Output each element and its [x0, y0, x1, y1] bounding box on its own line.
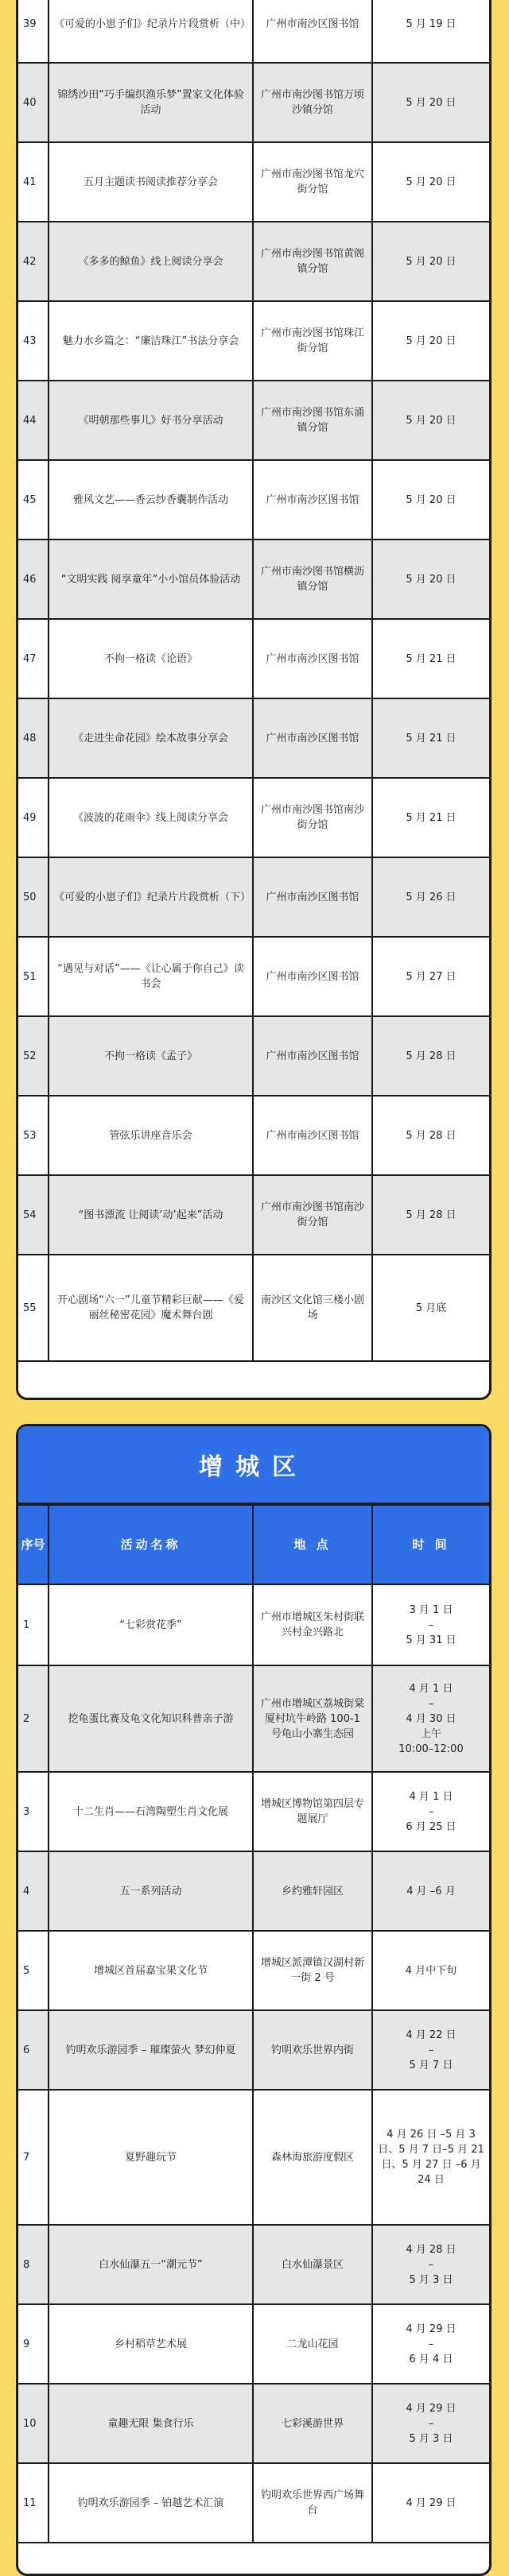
- zengcheng-events-table: [18, 1504, 489, 2543]
- event-name: 白水仙瀑五一“潮元节”: [49, 2225, 253, 2304]
- event-time: 5 月 26 日: [372, 857, 489, 937]
- event-time: 5 月 27 日: [372, 937, 489, 1016]
- row-number: 8: [18, 2225, 49, 2304]
- table-row: [18, 381, 489, 460]
- event-name: “七彩赏花季”: [49, 1584, 253, 1665]
- row-number: 55: [18, 1255, 49, 1361]
- event-time: 4 月中下旬: [372, 1931, 489, 2010]
- event-time: 5 月 28 日: [372, 1096, 489, 1175]
- event-name: 夏野趣玩节: [49, 2090, 253, 2225]
- header-time: 时 间: [372, 1505, 489, 1584]
- row-number: 44: [18, 381, 49, 460]
- event-name: 不拘一格读《论语》: [49, 619, 253, 698]
- event-location: 广州市南沙区图书馆: [253, 857, 372, 937]
- event-location: 广州市南沙图书馆龙穴街分馆: [253, 142, 372, 222]
- event-time: 4 月 1 日 – 4 月 30 日 上午 10:00–12:00: [372, 1665, 489, 1772]
- table-row: [18, 2090, 489, 2225]
- table-row: [18, 0, 489, 63]
- table-row: [18, 540, 489, 619]
- event-location: 增城区博物馆第四层专题展厅: [253, 1772, 372, 1851]
- row-number: 7: [18, 2090, 49, 2225]
- event-name: 五月主题读书阅读推荐分享会: [49, 142, 253, 222]
- event-location: 广州市南沙图书馆横沥镇分馆: [253, 540, 372, 619]
- table-row: [18, 142, 489, 222]
- row-number: 4: [18, 1851, 49, 1931]
- event-time: 5 月 20 日: [372, 540, 489, 619]
- event-name: 锦绣沙田“巧手编织渔乐梦”置家文化体验活动: [49, 63, 253, 142]
- event-location: 广州市南沙图书馆东涌镇分馆: [253, 381, 372, 460]
- row-number: 43: [18, 301, 49, 381]
- event-location: 钓明欢乐世界内街: [253, 2010, 372, 2090]
- nansha-schedule-card: [16, 0, 492, 1400]
- event-location: 广州市南沙区图书馆: [253, 0, 372, 63]
- event-location: 增城区派潭镇汉湖村新一街 2 号: [253, 1931, 372, 2010]
- event-time: 4 月 29 日 – 5 月 3 日: [372, 2384, 489, 2463]
- event-name: 童趣无限 集食行乐: [49, 2384, 253, 2463]
- event-location: 广州市增城区荔城街棠厦村坑牛岭路 100-1 号龟山小寨生态园: [253, 1665, 372, 1772]
- event-time: 4 月 29 日: [372, 2463, 489, 2543]
- table-row: [18, 778, 489, 857]
- nansha-events-table: [18, 0, 489, 1362]
- row-number: 46: [18, 540, 49, 619]
- event-time: 5 月 21 日: [372, 778, 489, 857]
- event-location: 广州市南沙图书馆珠江街分馆: [253, 301, 372, 381]
- event-name: 《可爱的小崽子们》纪录片片段赏析（中）: [49, 0, 253, 63]
- event-time: 5 月 20 日: [372, 63, 489, 142]
- row-number: 48: [18, 698, 49, 778]
- table-row: [18, 301, 489, 381]
- event-time: 5 月 20 日: [372, 301, 489, 381]
- zengcheng-schedule-card: [16, 1424, 492, 2576]
- event-name: 《多多的鲸鱼》线上阅读分享会: [49, 222, 253, 301]
- header-no: 序号: [18, 1505, 49, 1584]
- table-row: [18, 222, 489, 301]
- row-number: 6: [18, 2010, 49, 2090]
- event-time: 5 月 21 日: [372, 698, 489, 778]
- event-location: 广州市南沙区图书馆: [253, 698, 372, 778]
- header-location: 地 点: [253, 1505, 372, 1584]
- row-number: 11: [18, 2463, 49, 2543]
- event-time: 4 月 –6 月: [372, 1851, 489, 1931]
- event-time: 4 月 22 日 – 5 月 7 日: [372, 2010, 489, 2090]
- row-number: 42: [18, 222, 49, 301]
- table-row: [18, 1096, 489, 1175]
- event-name: 十二生肖——石湾陶塑生肖文化展: [49, 1772, 253, 1851]
- event-name: 乡村稻草艺术展: [49, 2304, 253, 2384]
- event-location: 乡约雅轩园区: [253, 1851, 372, 1931]
- table-row: [18, 2463, 489, 2543]
- event-location: 白水仙瀑景区: [253, 2225, 372, 2304]
- event-location: 森林海旅游度假区: [253, 2090, 372, 2225]
- row-number: 9: [18, 2304, 49, 2384]
- event-name: 钓明欢乐游园季 – 璀璨萤火 梦幻仲夏: [49, 2010, 253, 2090]
- table-row: [18, 63, 489, 142]
- table-header-row: [18, 1505, 489, 1584]
- header-name: 活动名称: [49, 1505, 253, 1584]
- table-row: [18, 1016, 489, 1096]
- event-location: 广州市南沙区图书馆: [253, 937, 372, 1016]
- row-number: 1: [18, 1584, 49, 1665]
- table-row: [18, 1665, 489, 1772]
- event-location: 广州市南沙区图书馆: [253, 460, 372, 540]
- table-row: [18, 2304, 489, 2384]
- event-name: 挖龟蛋比赛及龟文化知识科普亲子游: [49, 1665, 253, 1772]
- event-time: 5 月 20 日: [372, 460, 489, 540]
- event-name: 五一系列活动: [49, 1851, 253, 1931]
- row-number: 49: [18, 778, 49, 857]
- row-number: 52: [18, 1016, 49, 1096]
- table-row: [18, 2384, 489, 2463]
- event-location: 广州市南沙区图书馆: [253, 619, 372, 698]
- row-number: 47: [18, 619, 49, 698]
- row-number: 51: [18, 937, 49, 1016]
- table-row: [18, 2010, 489, 2090]
- event-name: 《明朝那些事儿》好书分享活动: [49, 381, 253, 460]
- event-time: 5 月 20 日: [372, 381, 489, 460]
- row-number: 39: [18, 0, 49, 63]
- event-time: 5 月 20 日: [372, 222, 489, 301]
- event-location: 广州市南沙图书馆南沙街分馆: [253, 1175, 372, 1255]
- table-row: [18, 857, 489, 937]
- event-location: 广州市南沙图书馆黄阁镇分馆: [253, 222, 372, 301]
- table-row: [18, 1931, 489, 2010]
- event-location: 二龙山花园: [253, 2304, 372, 2384]
- event-location: 广州市南沙区图书馆: [253, 1016, 372, 1096]
- event-name: 钓明欢乐游园季 – 铂越艺术汇演: [49, 2463, 253, 2543]
- event-location: 广州市增城区朱村街联兴村金兴路北: [253, 1584, 372, 1665]
- event-location: 七彩溪游世界: [253, 2384, 372, 2463]
- event-name: 管弦乐讲座音乐会: [49, 1096, 253, 1175]
- event-name: 不拘一格读《孟子》: [49, 1016, 253, 1096]
- event-name: 《走进生命花园》绘本故事分享会: [49, 698, 253, 778]
- event-name: 《波波的花雨伞》线上阅读分享会: [49, 778, 253, 857]
- event-time: 4 月 28 日 – 5 月 3 日: [372, 2225, 489, 2304]
- event-location: 广州市南沙图书馆万顷沙镇分馆: [253, 63, 372, 142]
- event-name: 《可爱的小崽子们》纪录片片段赏析（下）: [49, 857, 253, 937]
- table-row: [18, 460, 489, 540]
- event-location: 广州市南沙区图书馆: [253, 1096, 372, 1175]
- event-time: 5 月 28 日: [372, 1016, 489, 1096]
- table-row: [18, 1255, 489, 1361]
- table-row: [18, 1772, 489, 1851]
- section-title: 增城区: [18, 1426, 489, 1504]
- event-name: 增城区首届嘉宝果文化节: [49, 1931, 253, 2010]
- row-number: 53: [18, 1096, 49, 1175]
- event-time: 5 月 20 日: [372, 142, 489, 222]
- table-row: [18, 2225, 489, 2304]
- event-name: “遇见与对话”——《让心属于你自己》读书会: [49, 937, 253, 1016]
- event-name: “文明实践 阅享童年”小小馆员体验活动: [49, 540, 253, 619]
- row-number: 40: [18, 63, 49, 142]
- event-time: 5 月 21 日: [372, 619, 489, 698]
- event-name: 开心剧场“六一”儿童节精彩巨献——《爱丽丝秘密花园》魔术舞台剧: [49, 1255, 253, 1361]
- table-row: [18, 1175, 489, 1255]
- row-number: 41: [18, 142, 49, 222]
- event-name: “图书漂流 让阅读‘动’起来”活动: [49, 1175, 253, 1255]
- table-row: [18, 698, 489, 778]
- row-number: 45: [18, 460, 49, 540]
- event-time: 4 月 29 日 – 6 月 4 日: [372, 2304, 489, 2384]
- event-time: 5 月底: [372, 1255, 489, 1361]
- row-number: 50: [18, 857, 49, 937]
- event-time: 4 月 26 日 –5 月 3 日、5 月 7 日–5 月 21 日、5 月 27 日 –6 月 24 日: [372, 2090, 489, 2225]
- row-number: 10: [18, 2384, 49, 2463]
- event-time: 3 月 1 日 – 5 月 31 日: [372, 1584, 489, 1665]
- event-location: 钓明欢乐世界西广场舞台: [253, 2463, 372, 2543]
- row-number: 2: [18, 1665, 49, 1772]
- table-row: [18, 619, 489, 698]
- event-name: 魅力水乡篇之：“廉洁珠江”书法分享会: [49, 301, 253, 381]
- row-number: 5: [18, 1931, 49, 2010]
- table-row: [18, 1851, 489, 1931]
- event-name: 雅风文艺——香云纱香囊制作活动: [49, 460, 253, 540]
- event-time: 4 月 1 日 – 6 月 25 日: [372, 1772, 489, 1851]
- event-location: 广州市南沙图书馆南沙街分馆: [253, 778, 372, 857]
- row-number: 54: [18, 1175, 49, 1255]
- event-time: 5 月 28 日: [372, 1175, 489, 1255]
- row-number: 3: [18, 1772, 49, 1851]
- table-row: [18, 1584, 489, 1665]
- event-time: 5 月 19 日: [372, 0, 489, 63]
- event-location: 南沙区文化馆三楼小剧场: [253, 1255, 372, 1361]
- table-row: [18, 937, 489, 1016]
